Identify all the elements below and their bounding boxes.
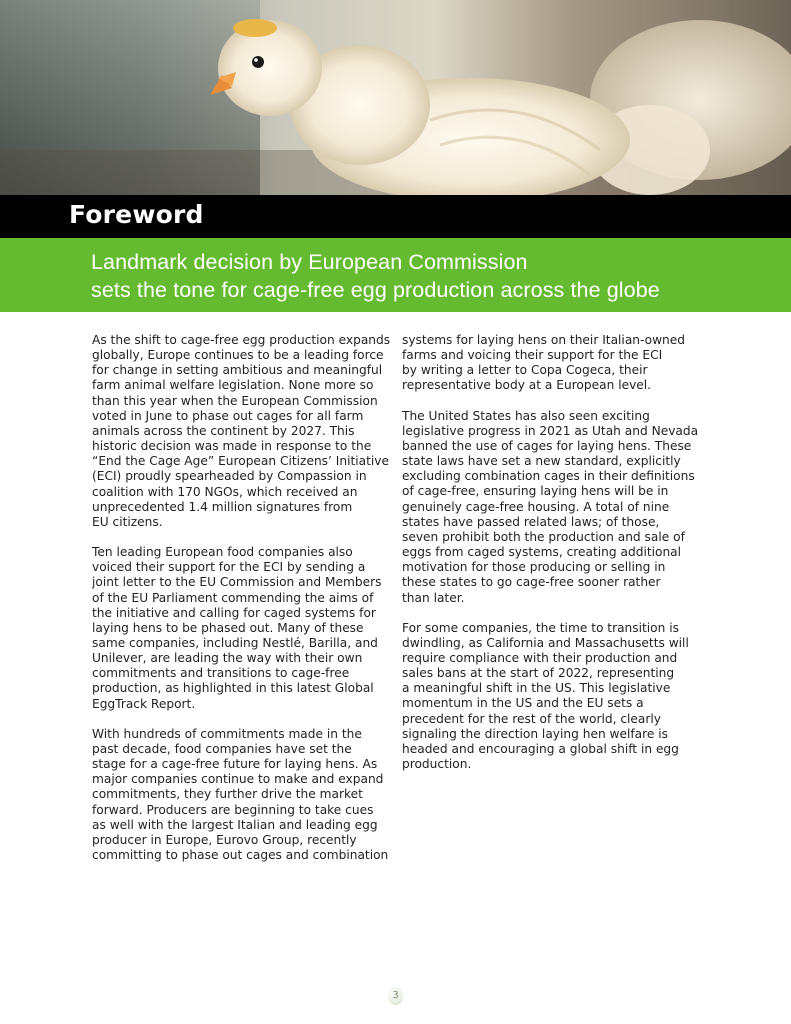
text-line: past decade, food companies have set the [92, 741, 352, 756]
page-title: Foreword [69, 200, 204, 229]
text-line: joint letter to the EU Commission and Members [92, 575, 382, 590]
paragraph [92, 727, 392, 863]
text-line: “End the Cage Age” European Citizens’ Initiative [92, 454, 389, 469]
text-line: seven prohibit both the production and sale of [402, 529, 685, 544]
text-line: dwindling, as California and Massachusetts will [402, 635, 689, 650]
text-line: globally, Europe continues to be a leading force [92, 348, 384, 363]
text-line: The United States has also seen exciting [402, 408, 650, 423]
text-line: (ECI) proudly spearheaded by Compassion in [92, 469, 367, 484]
text-line: As the shift to cage-free egg production expands [92, 333, 391, 347]
left-column [92, 333, 392, 878]
text-line: production, as highlighted in this latest Global [92, 681, 374, 696]
text-line: of the EU Parliament commending the aims of [92, 590, 374, 605]
text-line: systems for laying hens on their Italian-owned [402, 333, 686, 347]
text-line: than later. [402, 590, 465, 605]
hero-photo [0, 0, 791, 195]
text-line: a meaningful shift in the US. This legislative [402, 681, 671, 696]
text-line: banned the use of cages for laying hens. These [402, 438, 692, 453]
paragraph [402, 409, 702, 606]
paragraph [92, 545, 392, 712]
paragraph [402, 333, 702, 394]
text-line: historic decision was made in response to the [92, 439, 372, 454]
text-line: as well with the largest Italian and leading egg [92, 817, 378, 832]
text-line: voiced their support for the ECI by sending a [92, 560, 366, 575]
text-line: voted in June to phase out cages for all farm [92, 408, 364, 423]
text-line: committing to phase out cages and combination [92, 848, 389, 862]
text-line: by writing a letter to Copa Cogeca, their [402, 363, 648, 378]
text-line: excluding combination cages in their definitions [402, 469, 695, 484]
text-line: state laws have set a new standard, explicitly [402, 454, 681, 469]
page-number: 3 [388, 987, 403, 1005]
paragraph [402, 621, 702, 773]
text-line: signaling the direction laying hen welfare is [402, 726, 668, 741]
text-line: motivation for those producing or selling in [402, 560, 666, 575]
text-line: for change in setting ambitious and meaningful [92, 363, 383, 378]
text-line: sales bans at the start of 2022, representing [402, 666, 675, 681]
text-line: commitments, they further drive the market [92, 787, 363, 802]
paragraph [92, 333, 392, 530]
subtitle-line-1: Landmark decision by European Commission [91, 250, 528, 274]
text-line: these states to go cage-free sooner rather [402, 575, 661, 590]
text-line: the initiative and calling for caged systems for [92, 605, 376, 620]
text-line: animals across the continent by 2027. This [92, 423, 355, 438]
text-line: coalition with 170 NGOs, which received an [92, 484, 358, 499]
text-line: For some companies, the time to transition is [402, 620, 679, 635]
text-line: laying hens to be phased out. Many of these [92, 620, 364, 635]
subtitle-band [0, 238, 791, 312]
text-line: headed and encouraging a global shift in egg [402, 741, 679, 756]
text-line: Unilever, are leading the way with their own [92, 651, 363, 666]
text-line: production. [402, 757, 472, 772]
chick-photo [0, 0, 791, 195]
title-bar [0, 195, 791, 238]
text-line: farm animal welfare legislation. None more so [92, 378, 374, 393]
right-column [402, 333, 702, 787]
text-line: major companies continue to make and expand [92, 772, 384, 787]
subtitle-line-2: sets the tone for cage-free egg production across the globe [91, 278, 660, 302]
text-line: states have passed related laws; of those, [402, 514, 660, 529]
text-line: legislative progress in 2021 as Utah and Nevada [402, 423, 699, 438]
text-line: representative body at a European level. [402, 378, 652, 393]
text-line: stage for a cage-free future for laying hens. As [92, 757, 378, 772]
text-line: require compliance with their production and [402, 650, 678, 665]
text-line: precedent for the rest of the world, clearly [402, 711, 662, 726]
text-line: producer in Europe, Eurovo Group, recently [92, 832, 357, 847]
text-line: than this year when the European Commission [92, 393, 378, 408]
text-line: Ten leading European food companies also [92, 545, 353, 560]
text-line: farms and voicing their support for the ECI [402, 348, 663, 363]
text-line: EggTrack Report. [92, 696, 196, 711]
text-line: genuinely cage-free housing. A total of nine [402, 499, 670, 514]
text-line: unprecedented 1.4 million signatures from [92, 499, 353, 514]
text-line: commitments and transitions to cage-free [92, 666, 350, 681]
text-line: same companies, including Nestlé, Barilla, and [92, 635, 378, 650]
text-line: eggs from caged systems, creating additional [402, 545, 682, 560]
text-line: EU citizens. [92, 514, 163, 529]
text-line: momentum in the US and the EU sets a [402, 696, 644, 711]
text-line: With hundreds of commitments made in the [92, 726, 362, 741]
text-line: of cage-free, ensuring laying hens will be in [402, 484, 669, 499]
text-line: forward. Producers are beginning to take cues [92, 802, 374, 817]
